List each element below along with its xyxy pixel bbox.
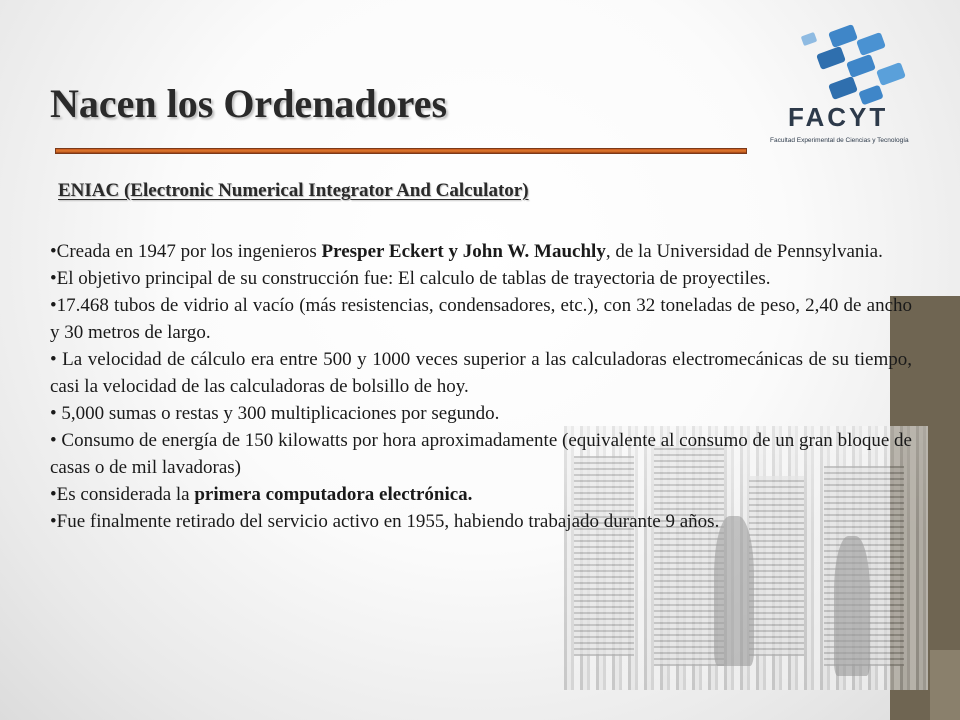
- logo-subtitle: Facultad Experimental de Ciencias y Tecnología: [770, 137, 909, 144]
- bullet-item: • La velocidad de cálculo era entre 500 y 1000 veces superior a las calculadoras electromecánicas de su tiempo, casi la velocidad de las calculadoras de bolsillo de hoy.: [50, 349, 912, 397]
- bullet-item: • 5,000 sumas o restas y 300 multiplicaciones por segundo.: [50, 403, 500, 424]
- slide-subtitle: ENIAC (Electronic Numerical Integrator And Calculator): [58, 180, 529, 201]
- bullet-list: [50, 238, 912, 535]
- side-band-accent: [930, 650, 960, 720]
- logo-cubes-icon: [801, 24, 906, 105]
- bullet-text: •Creada en 1947 por los ingenieros: [50, 241, 322, 262]
- bullet-item: • Consumo de energía de 150 kilowatts por hora aproximadamente (equivalente al consumo de un gran bloque de casas o de mil lavadoras): [50, 430, 912, 478]
- bullet-item: •17.468 tubos de vidrio al vacío (más resistencias, condensadores, etc.), con 32 toneladas de peso, 2,40 de ancho y 30 metros de largo.: [50, 295, 912, 343]
- slide-title: Nacen los Ordenadores: [50, 81, 448, 126]
- bullet-text: , de la Universidad de Pennsylvania.: [605, 241, 883, 262]
- bullet-item: •El objetivo principal de su construcción fue: El calculo de tablas de trayectoria de proyectiles.: [50, 268, 771, 289]
- bullet-item: •Fue finalmente retirado del servicio activo en 1955, habiendo trabajado durante 9 años.: [50, 511, 720, 532]
- bullet-emphasis: primera computadora electrónica.: [194, 484, 473, 505]
- bullet-item: [50, 238, 912, 265]
- bullet-emphasis: Presper Eckert y John W. Mauchly: [321, 241, 606, 262]
- bullet-item: [50, 481, 912, 508]
- bullet-text: •Es considerada la: [50, 484, 195, 505]
- title-underline-bar: [55, 148, 747, 154]
- logo-wordmark: FACYT: [788, 102, 889, 132]
